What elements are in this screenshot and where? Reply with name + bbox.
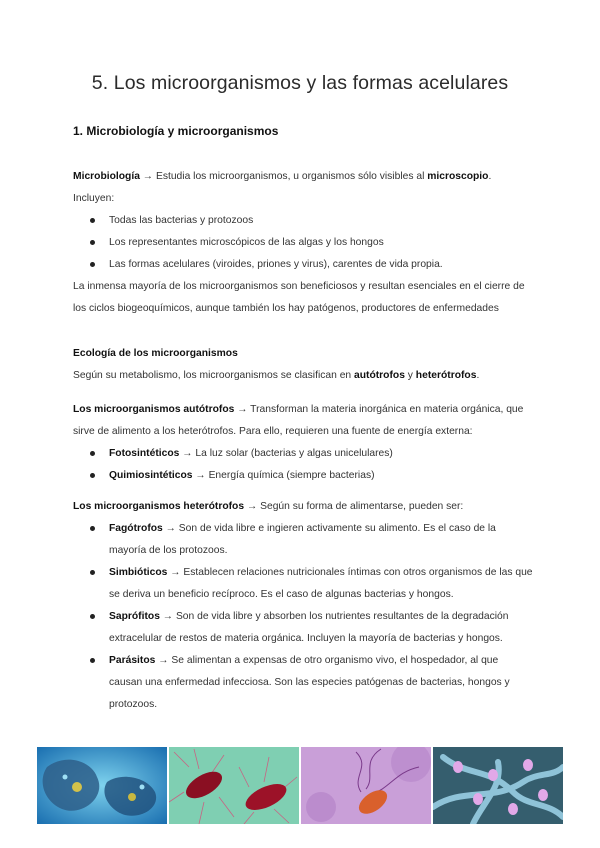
micrograph-strip (37, 747, 563, 824)
beneficios-paragraph: La inmensa mayoría de los microorganismos son beneficiosos y resultan esenciales en el cierre de los ciclos biogeoquímicos, aunque también los hay patógenos, productores de enfermedades (73, 281, 525, 314)
autotrofos-list (73, 443, 533, 487)
list-item: Parásitos → Se alimentan a expensas de otro organismo vivo, el hospedador, al que causan una enfermedad infecciosa. Son las especies patógenas de bacterias, hongos y protozoos. (73, 650, 533, 716)
section-heading: 1. Microbiología y microorganismos (73, 124, 279, 138)
document-body (73, 166, 533, 716)
microbiologia-term: Microbiología (73, 171, 140, 182)
heterotrofos-term: Los microorganismos heterótrofos (73, 501, 245, 512)
ecologia-heading: Ecología de los microorganismos (73, 348, 238, 359)
heterotrofos-keyword: heterótrofos (415, 370, 477, 381)
fungal-hyphae-pink-spores-micrograph (433, 747, 563, 824)
autotrofos-term: Los microorganismos autótrofos (73, 404, 235, 415)
page-title: 5. Los microorganismos y las formas acelulares (91, 72, 509, 94)
autotrofos-keyword: autótrofos (354, 370, 405, 381)
incluyen-label: Incluyen: (73, 193, 115, 204)
microbiologia-list (73, 210, 533, 276)
bacteria-red-flagella-micrograph (169, 747, 299, 824)
list-item: Los representantes microscópicos de las algas y los hongos (73, 232, 533, 254)
list-item: Quimiosintéticos → Energía química (siempre bacterias) (73, 465, 533, 487)
heterotrofos-paragraph: Los microorganismos heterótrofos → Según su forma de alimentarse, pueden ser: (73, 501, 464, 512)
list-item: Fagótrofos → Son de vida libre e ingieren activamente su alimento. Es el caso de la mayoría de los protozoos. (73, 518, 533, 562)
microbiologia-definition: Microbiología → Estudia los microorganismos, u organismos sólo visibles al microscopio. (73, 171, 492, 182)
microscopio-keyword: microscopio (427, 171, 489, 182)
heterotrofos-list (73, 518, 533, 716)
list-item: Fotosintéticos → La luz solar (bacterias y algas unicelulares) (73, 443, 533, 465)
list-item: Simbióticos → Establecen relaciones nutricionales íntimas con otros organismos de las que se deriva un beneficio recíproco. Es el caso de algunas bacterias y hongos. (73, 562, 533, 606)
autotrofos-paragraph: Los microorganismos autótrofos → Transforman la materia inorgánica en materia orgánica, que sirve de alimento a los heterótrofos. Para ello, requieren una fuente de energía externa: (73, 404, 524, 437)
list-item: Todas las bacterias y protozoos (73, 210, 533, 232)
bacterium-purple-flagella-micrograph (301, 747, 431, 824)
protozoo-blue-micrograph (37, 747, 167, 824)
list-item: Las formas acelulares (viroides, priones y virus), carentes de vida propia. (73, 254, 533, 276)
ecologia-intro: Según su metabolismo, los microorganismos se clasifican en autótrofos y heterótrofos. (73, 370, 480, 381)
list-item: Saprófitos → Son de vida libre y absorben los nutrientes resultantes de la degradación extracelular de restos de materia orgánica. Incluyen la mayoría de bacterias y hongos. (73, 606, 533, 650)
